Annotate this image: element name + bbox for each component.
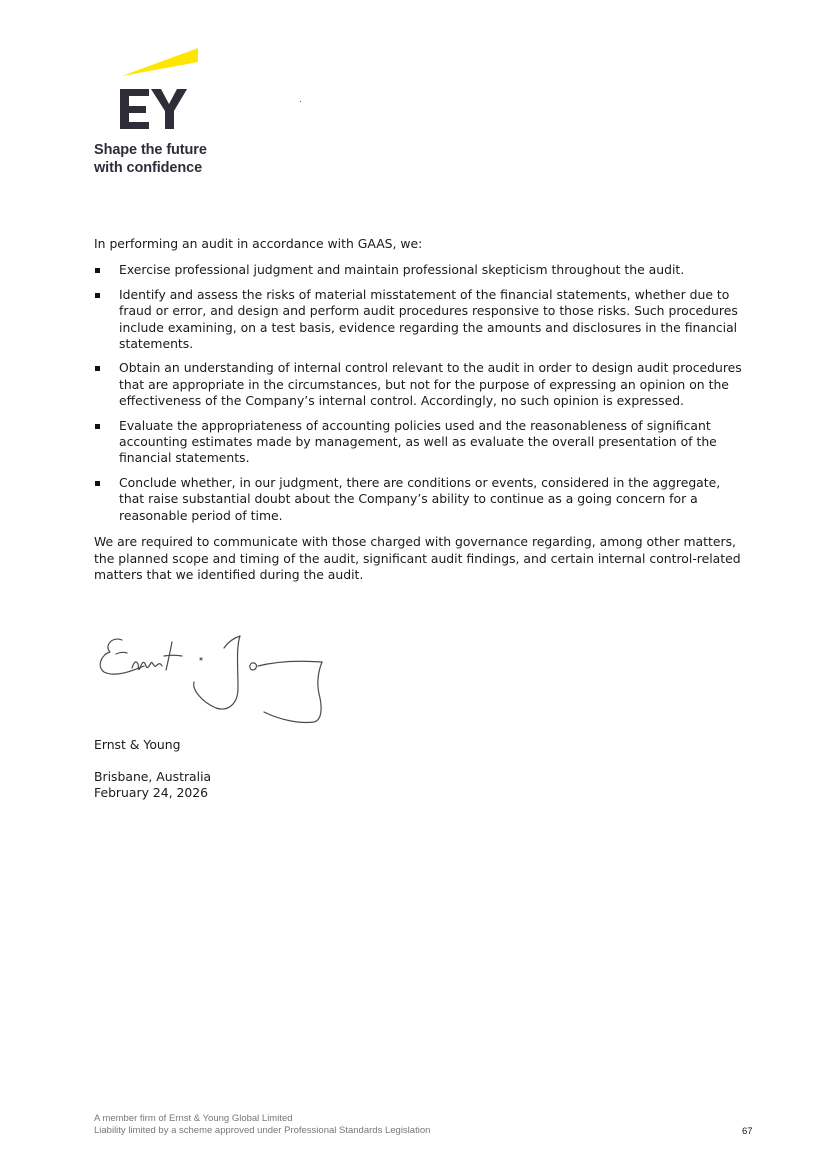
bullet-square-icon: [95, 481, 100, 486]
stray-dot: [300, 101, 301, 102]
bullet-square-icon: [95, 366, 100, 371]
list-item: [94, 360, 744, 409]
list-item-text: Identify and assess the risks of material misstatement of the financial statements, whether due to fraud or error, and design and perform audit procedures responsive to those risks. Such procedures include examining, on a test basis, evidence regarding the amounts and disclosures in the financial statements.: [119, 286, 738, 352]
handwritten-signature: [94, 628, 334, 728]
intro-paragraph: In performing an audit in accordance with GAAS, we:: [94, 236, 423, 251]
list-item: [94, 287, 744, 353]
list-item: [94, 475, 744, 524]
list-item: [94, 262, 744, 278]
logo-letter-e: [120, 89, 149, 129]
logo-beam: [122, 48, 198, 76]
tagline-line-1: Shape the future: [94, 142, 207, 158]
list-item-text: Exercise professional judgment and maintain professional skepticism throughout the audit.: [119, 262, 685, 278]
bullet-square-icon: [95, 293, 100, 298]
list-item-text: Obtain an understanding of internal control relevant to the audit in order to design audit procedures that are appropriate in the circumstances, but not for the purpose of expressing an opinion on the effectiveness of the Company’s internal control. Accordingly, no such opinion is expressed.: [119, 360, 742, 409]
bullet-square-icon: [95, 268, 100, 273]
page-number: 67: [742, 1126, 753, 1137]
firm-name: Ernst & Young: [94, 737, 181, 752]
list-item-text: Evaluate the appropriateness of accounting policies used and the reasonableness of significant accounting estimates made by management, as well as evaluate the overall presentation of the financial statements.: [119, 417, 717, 466]
tagline-line-2: with confidence: [94, 160, 203, 176]
list-item: [94, 418, 744, 467]
list-item-text: Conclude whether, in our judgment, there are conditions or events, considered in the aggregate, that raise substantial doubt about the Company’s ability to continue as a going concern for a reasonable period of time.: [119, 474, 721, 523]
governance-paragraph: We are required to communicate with those charged with governance regarding, among other matters, the planned scope and timing of the audit, significant audit findings, and certain internal control-related matters that we identified during the audit.: [94, 534, 741, 582]
audit-procedures-section: [94, 236, 744, 583]
footer-liability: Liability limited by a scheme approved under Professional Standards Legislation: [94, 1125, 431, 1136]
logo-letter-y: [151, 89, 187, 129]
footer-member-firm: A member firm of Ernst & Young Global Limited: [94, 1113, 293, 1124]
page-footer: [94, 1113, 430, 1137]
procedures-list: [94, 262, 744, 524]
bullet-square-icon: [95, 424, 100, 429]
signing-city: Brisbane, Australia: [94, 769, 212, 784]
signing-date: February 24, 2026: [94, 785, 209, 801]
signature-location-date: [94, 769, 211, 802]
ey-logo-graphic: [94, 46, 234, 138]
logo-tagline: [94, 141, 207, 177]
